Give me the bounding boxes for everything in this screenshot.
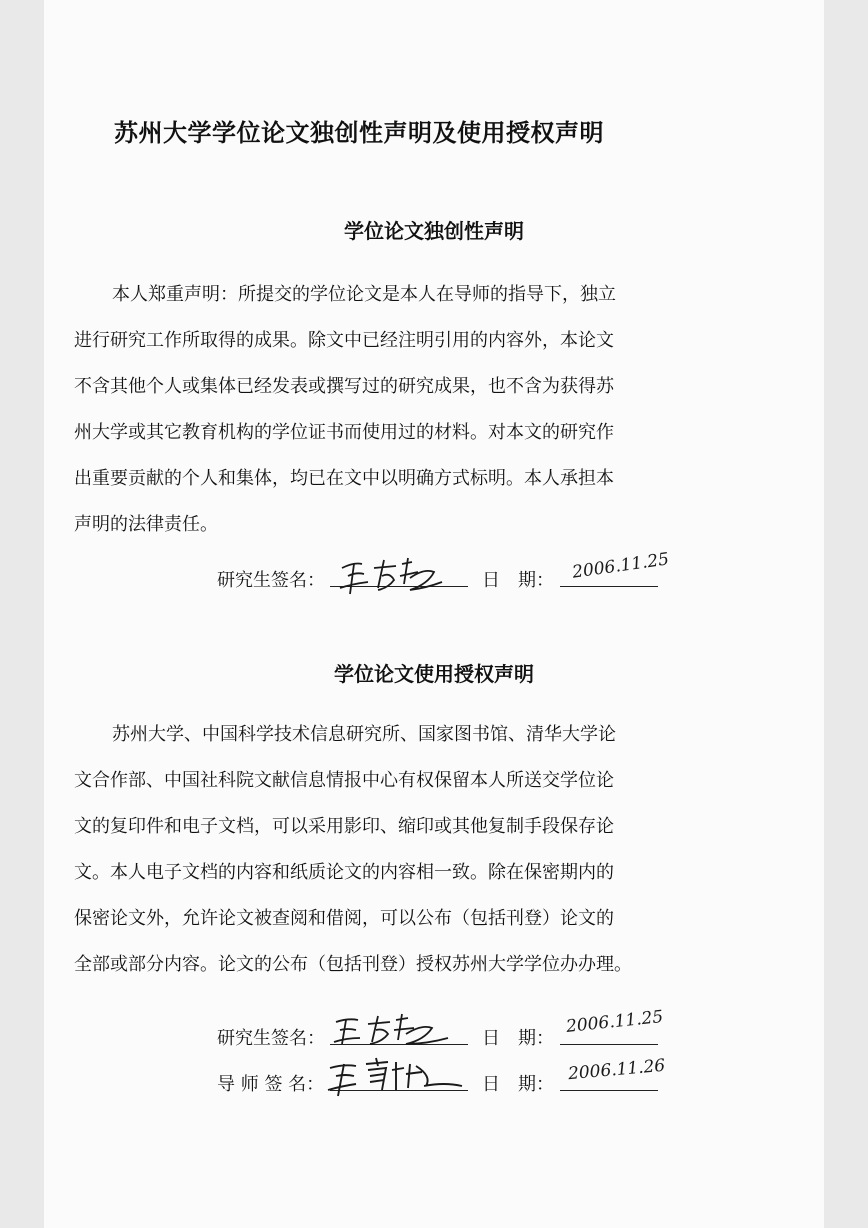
date-label: 日 期：: [482, 570, 554, 591]
document-title: 苏州大学学位论文独创性声明及使用授权声明: [114, 119, 604, 147]
date-value: 2006.11.25: [571, 549, 671, 583]
date-value: 2006.11.26: [567, 1055, 667, 1085]
date-value: 2006.11.25: [565, 1006, 665, 1038]
originality-signature-row: [0, 549, 868, 592]
date-label: 日 期：: [482, 1074, 554, 1095]
authorization-line: 文合作部、中国社科院文献信息情报中心有权保留本人所送交学位论: [74, 770, 614, 791]
originality-heading: 学位论文独创性声明: [344, 219, 524, 243]
authorization-line: 文的复印件和电子文档，可以采用影印、缩印或其他复制手段保存论: [74, 816, 614, 837]
student-signature-label: 研究生签名：: [217, 1028, 325, 1049]
advisor-signature-label: 导 师 签 名：: [217, 1074, 325, 1095]
originality-line: 出重要贡献的个人和集体，均已在文中以明确方式标明。本人承担本: [74, 468, 614, 489]
originality-line: 进行研究工作所取得的成果。除文中已经注明引用的内容外，本论文: [74, 330, 614, 351]
originality-line: 不含其他个人或集体已经发表或撰写过的研究成果，也不含为获得苏: [74, 376, 614, 397]
originality-line: 本人郑重声明：所提交的学位论文是本人在导师的指导下，独立: [112, 284, 616, 305]
student-signature-image: [338, 554, 448, 598]
student-signature-image: [332, 1012, 452, 1052]
authorization-paragraph: [74, 720, 674, 980]
originality-line: 声明的法律责任。: [74, 514, 218, 535]
authorization-line: 保密论文外，允许论文被查阅和借阅，可以公布（包括刊登）论文的: [74, 908, 614, 929]
authorization-line: 文。本人电子文档的内容和纸质论文的内容相一致。除在保密期内的: [74, 862, 614, 883]
originality-line: 州大学或其它教育机构的学位证书而使用过的材料。对本文的研究作: [74, 422, 614, 443]
authorization-heading: 学位论文使用授权声明: [334, 662, 534, 686]
advisor-signature-image: [326, 1056, 466, 1100]
student-signature-label: 研究生签名：: [217, 570, 325, 591]
authorization-line: 苏州大学、中国科学技术信息研究所、国家图书馆、清华大学论: [112, 724, 616, 745]
authorization-line: 全部或部分内容。论文的公布（包括刊登）授权苏州大学学位办办理。: [74, 954, 632, 975]
originality-paragraph: [74, 280, 674, 540]
authorization-advisor-signature-row: [0, 1055, 868, 1096]
authorization-student-signature-row: [0, 1006, 868, 1050]
date-label: 日 期：: [482, 1028, 554, 1049]
